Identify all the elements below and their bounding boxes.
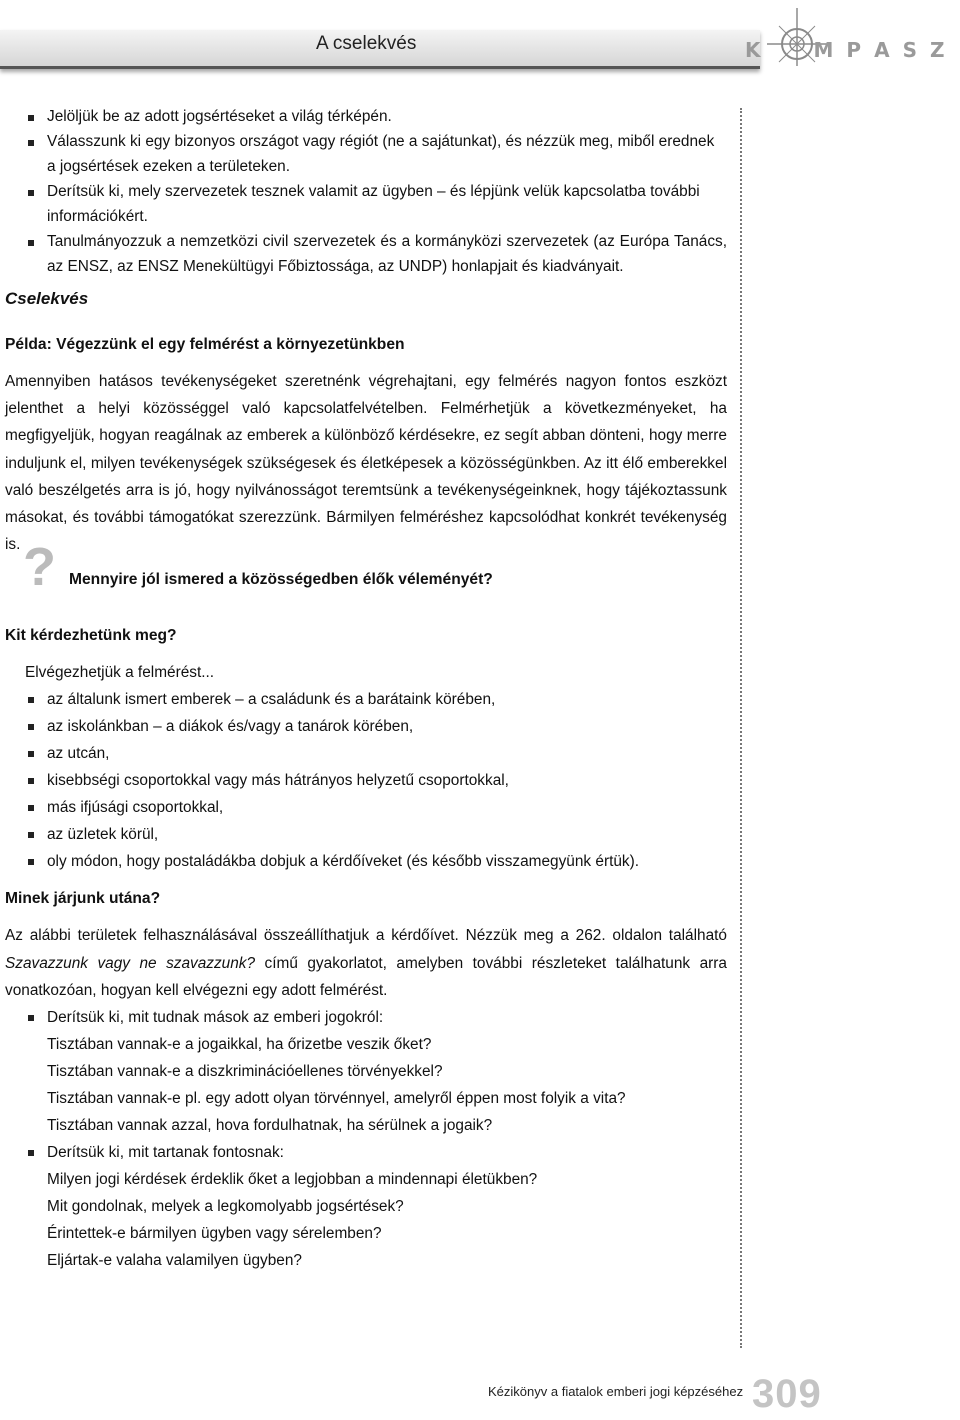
kompasz-logo [745, 4, 960, 68]
question-lines [5, 1031, 727, 1139]
logo-letters [745, 38, 957, 62]
question-line: Érintettek-e bármilyen ügyben vagy sérelemben? [47, 1225, 382, 1243]
logo-letter: S [902, 38, 930, 62]
list-item: más ifjúsági csoportokkal, [5, 794, 727, 821]
what-paragraph [5, 922, 727, 1004]
what-paragraph-part: Az alábbi területek felhasználásával összeállíthatjuk a kérdőívet. Nézzük meg a 262. oldalon található [5, 927, 727, 945]
what-list [5, 1004, 727, 1031]
list-item: Válasszunk ki egy bizonyos országot vagy régiót (ne a sajátunkat), és nézzük meg, miből erednek a jogsértések ezeken a területeken. [5, 129, 727, 179]
list-item: az üzletek körül, [5, 821, 727, 848]
top-bullet-list [5, 104, 727, 279]
what-heading: Minek járjunk utána? [5, 890, 161, 908]
what-list [5, 1139, 727, 1166]
section-heading: Cselekvés [5, 289, 89, 308]
what-paragraph-part: című gyakorlatot, amelyben további részleteket találhatunk arra vonatkozóan, hogyan kell elvégezni egy adott felmérést. [5, 954, 727, 999]
list-item: kisebbségi csoportokkal vagy más hátrányos helyzetű csoportokkal, [5, 767, 727, 794]
page-number: 309 [752, 1372, 822, 1416]
question-line: Eljártak-e valaha valamilyen ügyben? [47, 1252, 302, 1270]
question-line: Milyen jogi kérdések érdeklik őket a legjobban a mindennapi életükben? [47, 1171, 538, 1189]
logo-letter: Z [929, 38, 958, 62]
question-box [5, 537, 727, 622]
footer-book-title: Kézikönyv a fiatalok emberi jogi képzéséhez [488, 1384, 744, 1399]
list-item: az általunk ismert emberek – a családunk és a barátaink körében, [5, 686, 727, 713]
question-text: Mennyire jól ismered a közösségedben élők véleményét? [69, 571, 493, 589]
list-item: Jelöljük be az adott jogsértéseket a világ térképén. [5, 104, 727, 129]
who-list [5, 686, 727, 875]
example-paragraph: Amennyiben hatásos tevékenységeket szeretnénk végrehajtani, egy felmérés nagyon fontos eszközt jelenthet a helyi közösséggel való kapcsolatfelvételben. Felmérhetjük a következményeket, ha megfigyeljük, hogyan reagálnak az emberek a különböző kérdésekre, ez segít abban dönteni, hogy merre induljunk el, milyen tevékenységek szükségesek és életképesek a közösségünkben. Az itt élő emberekkel való beszélgetés arra is jó, hogy nyilvánosságot teremtsünk a tevékenységeinknek, hogy tájékoztassunk másokat, és további támogatókat szerezzünk. Bármilyen felméréshez kapcsolódhat konkrét tevékenység is. [5, 373, 727, 554]
question-line: Tisztában vannak azzal, hova fordulhatnak, ha sérülnek a jogaik? [47, 1117, 493, 1135]
logo-letter: A [874, 38, 903, 62]
margin-dotted-rule [740, 108, 742, 1348]
page-title: A cselekvés [316, 33, 417, 54]
question-line: Tisztában vannak-e pl. egy adott olyan törvénnyel, amelyről éppen most folyik a vita? [47, 1090, 626, 1108]
list-item: Tanulmányozzuk a nemzetközi civil szervezetek és a kormányközi szervezetek (az Európa Tanács, az ENSZ, az ENSZ Menekültügyi Főbiztossága, az UNDP) honlapjait és kiadványait. [5, 229, 727, 279]
list-item: Derítsük ki, mit tudnak mások az emberi jogokról: [5, 1004, 727, 1031]
question-lines [5, 1166, 727, 1274]
question-mark-icon: ? [23, 537, 56, 598]
question-line: Tisztában vannak-e a jogaikkal, ha őrizetbe veszik őket? [47, 1036, 432, 1054]
exercise-title: Szavazzunk vagy ne szavazzunk? [5, 954, 256, 972]
example-title: Példa: Végezzünk el egy felmérést a környezetünkben [5, 336, 405, 353]
list-item: Derítsük ki, mely szervezetek tesznek valamit az ügyben – és lépjünk velük kapcsolatba további információkért. [5, 179, 727, 229]
logo-letter: P [846, 38, 875, 62]
question-line: Tisztában vannak-e a diszkriminációellenes törvényekkel? [47, 1063, 443, 1081]
who-heading: Kit kérdezhetünk meg? [5, 627, 177, 645]
who-intro: Elvégezhetjük a felmérést... [25, 664, 215, 682]
list-item: Derítsük ki, mit tartanak fontosnak: [5, 1139, 727, 1166]
list-item: az utcán, [5, 740, 727, 767]
question-line: Mit gondolnak, melyek a legkomolyabb jogsértések? [47, 1198, 404, 1216]
list-item: oly módon, hogy postaládákba dobjuk a kérdőíveket (és később visszamegyünk értük). [5, 848, 727, 875]
list-item: az iskolánkban – a diákok és/vagy a tanárok körében, [5, 713, 727, 740]
logo-letter: M [813, 38, 847, 62]
page-content [5, 104, 727, 1274]
logo-letter: K [745, 38, 774, 62]
